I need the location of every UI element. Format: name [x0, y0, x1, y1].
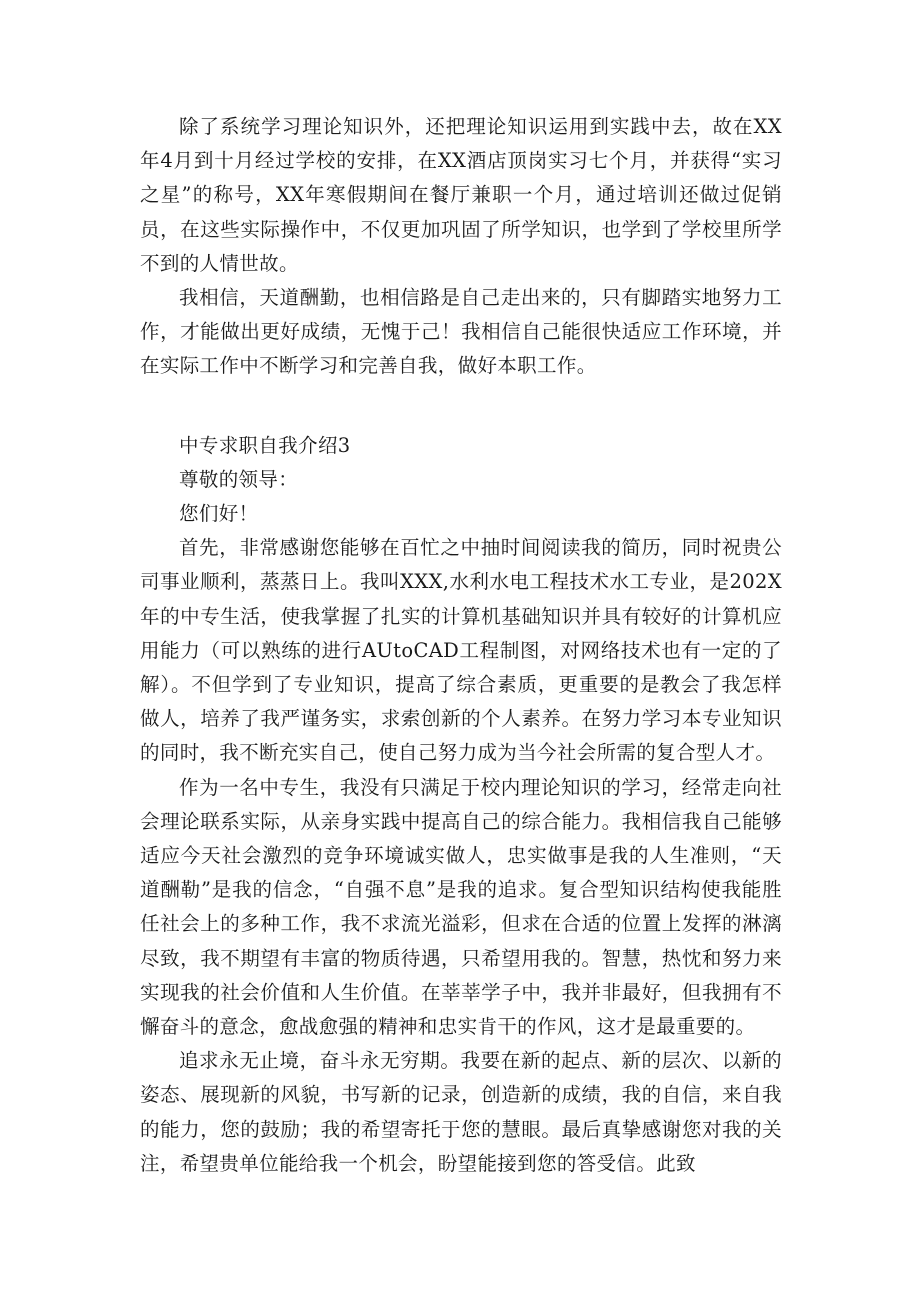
salutation: 尊敬的领导：: [179, 467, 299, 491]
document-page: [140, 110, 782, 1181]
paragraph-closing: 追求永无止境，奋斗永无穷期。我要在新的起点、新的层次、以新的姿态、展现新的风貌，书写新的记录，创造新的成绩，我的自信，来自我的能力，您的鼓励；我的希望寄托于您的慧眼。最后真挚感谢您对我的关注，希望贵单位能给我一个机会，盼望能接到您的答受信。此致: [140, 1049, 782, 1175]
paragraph-practice: 作为一名中专生，我没有只满足于校内理论知识的学习，经常走向社会理论联系实际，从亲身实践中提高自己的综合能力。我相信我自己能够适应今天社会激烈的竞争环境诚实做人，忠实做事是我的人生准则，“天道酬勒”是我的信念，“自强不息”是我的追求。复合型知识结构使我能胜任社会上的多种工作，我不求流光溢彩，但求在合适的位置上发挥的淋漓尽致，我不期望有丰富的物质待遇，只希望用我的。智慧，热忱和努力来实现我的社会价值和人生价值。在莘莘学子中，我并非最好，但我拥有不懈奋斗的意念，愈战愈强的精神和忠实肯干的作风，这才是最重要的。: [140, 775, 782, 1039]
section-self-intro-3: [140, 429, 782, 1181]
greeting: 您们好！: [179, 502, 259, 526]
paragraph-internship: 除了系统学习理论知识外，还把理论知识运用到实践中去，故在XX年4月到十月经过学校的安排，在XX酒店顶岗实习七个月，并获得“实习之星”的称号，XX年寒假期间在餐厅兼职一个月，通过培训还做过促销员，在这些实际操作中，不仅更加巩固了所学知识，也学到了学校里所学不到的人情世故。: [140, 115, 782, 275]
section-title: 中专求职自我介绍3: [179, 433, 351, 457]
paragraph-belief: 我相信，天道酬勤，也相信路是自己走出来的，只有脚踏实地努力工作，才能做出更好成绩，无愧于己！我相信自己能很快适应工作环境，并在实际工作中不断学习和完善自我，做好本职工作。: [140, 286, 782, 378]
paragraph-introduction: 首先，非常感谢您能够在百忙之中抽时间阅读我的简历，同时祝贵公司事业顺利，蒸蒸日上。我叫XXX,水利水电工程技术水工专业，是202X年的中专生活，使我掌握了扎实的计算机基础知识并具有较好的计算机应用能力（可以熟练的进行AUtoCAD工程制图，对网络技术也有一定的了解）。不但学到了专业知识，提高了综合素质，更重要的是教会了我怎样做人，培养了我严谨务实，求索创新的个人素养。在努力学习本专业知识的同时，我不断充实自己，使自己努力成为当今社会所需的复合型人才。: [140, 536, 782, 765]
